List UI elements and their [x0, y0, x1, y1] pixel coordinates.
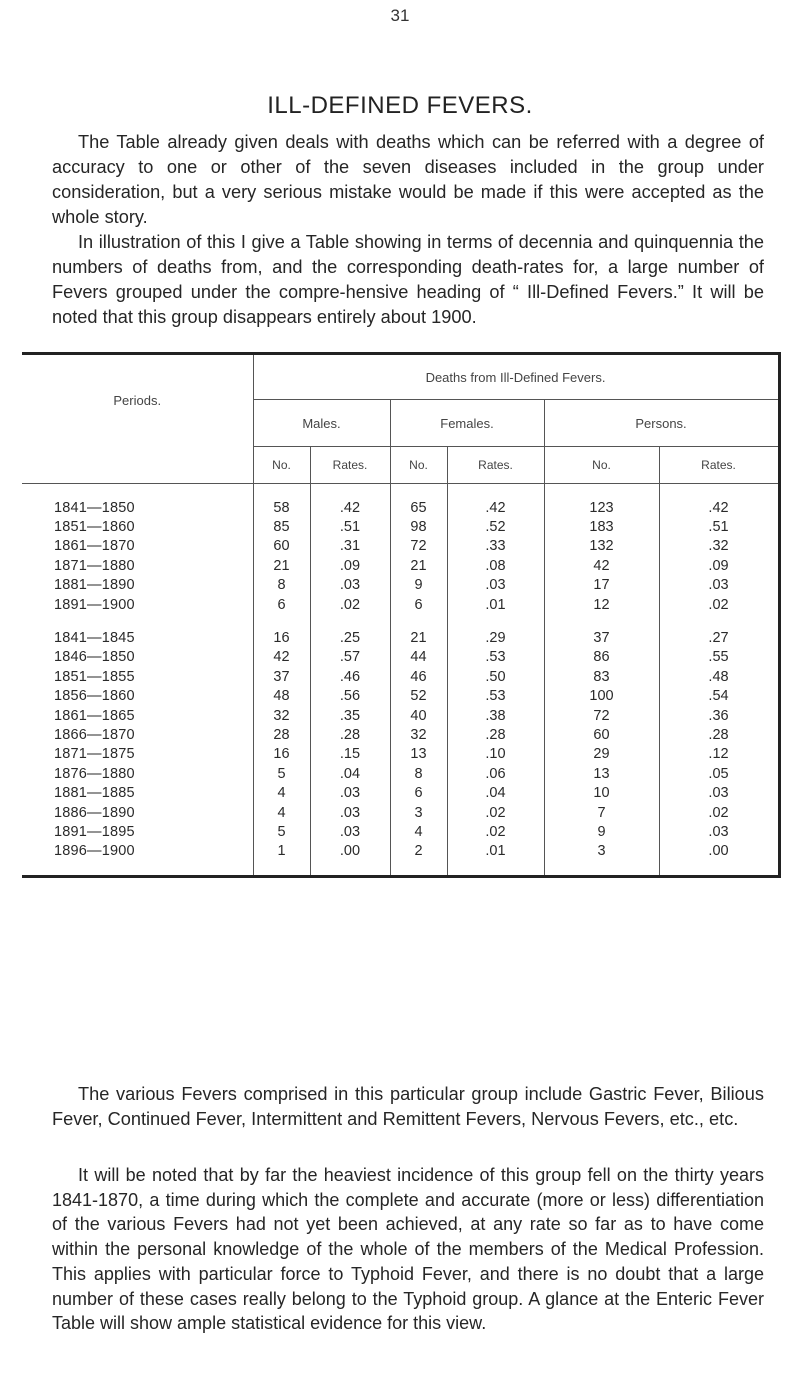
- table-cell: .10: [447, 745, 544, 764]
- table-cell: 4: [390, 822, 447, 841]
- table-row: [22, 517, 779, 536]
- table-cell: .25: [310, 628, 390, 647]
- males-group-header: Males.: [253, 400, 390, 447]
- table-cell: .03: [310, 822, 390, 841]
- table-spacer-top: [22, 484, 779, 499]
- periods-subheader-blank: [22, 447, 253, 484]
- periods-header: Periods.: [113, 393, 162, 409]
- table-cell: .03: [659, 576, 779, 595]
- table-cell: .29: [447, 628, 544, 647]
- period-cell: 1876—1880: [54, 765, 135, 782]
- table-cell: 13: [544, 764, 659, 783]
- table-cell: 13: [390, 745, 447, 764]
- period-cell: 1891—1895: [54, 823, 135, 840]
- table-cell: .48: [659, 667, 779, 686]
- table-row: [22, 687, 779, 706]
- table-row: [22, 842, 779, 861]
- table-cell: 37: [253, 667, 310, 686]
- table-cell: 4: [253, 783, 310, 802]
- table-cell: .12: [659, 745, 779, 764]
- table-title: Deaths from Ill-Defined Fevers.: [253, 354, 779, 400]
- table-cell: .27: [659, 628, 779, 647]
- table-cell: 1: [253, 842, 310, 861]
- period-cell: 1866—1870: [54, 726, 135, 743]
- table-cell: 4: [253, 803, 310, 822]
- table-spacer-middle: [22, 614, 779, 628]
- table-cell: .42: [659, 498, 779, 517]
- table-cell: 29: [544, 745, 659, 764]
- table-cell: .02: [447, 803, 544, 822]
- table-cell: .42: [310, 498, 390, 517]
- period-cell: 1846—1850: [54, 649, 135, 666]
- females-no-header: No.: [390, 447, 447, 484]
- table-cell: 42: [253, 648, 310, 667]
- table-cell: .03: [310, 783, 390, 802]
- table-cell: .09: [659, 556, 779, 575]
- table-cell: .51: [310, 517, 390, 536]
- period-cell: 1861—1865: [54, 707, 135, 724]
- table-cell: .04: [310, 764, 390, 783]
- period-cell: 1896—1900: [54, 843, 135, 860]
- persons-group-header: Persons.: [544, 400, 779, 447]
- males-no-header: No.: [253, 447, 310, 484]
- table-cell: 123: [544, 498, 659, 517]
- period-cell: 1851—1855: [54, 668, 135, 685]
- table-cell: 3: [390, 803, 447, 822]
- table-cell: 12: [544, 595, 659, 614]
- table-cell: 16: [253, 745, 310, 764]
- females-rates-header: Rates.: [447, 447, 544, 484]
- table-cell: 72: [390, 537, 447, 556]
- table-row: [22, 595, 779, 614]
- intro-paragraph-1: The Table already given deals with deaths which can be referred with a degree of accuracy to one or other of the seven diseases included in the group under consideration, but a very serious mistake would be made if this were accepted as the whole story.: [52, 132, 764, 227]
- table-cell: 183: [544, 517, 659, 536]
- table-cell: 32: [253, 706, 310, 725]
- table-cell: .31: [310, 537, 390, 556]
- table-cell: 3: [544, 842, 659, 861]
- closing-paragraph-1: The various Fevers comprised in this particular group include Gastric Fever, Bilious Fever, Continued Fever, Intermittent and Remittent Fevers, Nervous Fevers, etc., etc.: [52, 1084, 764, 1129]
- table-cell: .38: [447, 706, 544, 725]
- table-cell: 5: [253, 764, 310, 783]
- table-cell: .06: [447, 764, 544, 783]
- table-cell: .03: [659, 822, 779, 841]
- table-cell: 21: [253, 556, 310, 575]
- table-cell: .28: [659, 725, 779, 744]
- table-cell: .32: [659, 537, 779, 556]
- table-row: [22, 537, 779, 556]
- table-cell: 52: [390, 687, 447, 706]
- table-row: [22, 783, 779, 802]
- table-cell: .54: [659, 687, 779, 706]
- closing-paragraph-2: It will be noted that by far the heaviest incidence of this group fell on the thirty years 1841-1870, a time during which the complete and accurate (more or less) differentiation of the various Fevers had not yet been achieved, at any rate so far as to have come within the personal knowledge of the whole of the members of the Medical Profession. This applies with particular force to Typhoid Fever, and there is no doubt that a large number of these cases really belong to the Typhoid group. A glance at the Enteric Fever Table will show ample statistical evidence for this view.: [52, 1165, 764, 1334]
- table-row: [22, 556, 779, 575]
- period-cell: 1841—1845: [54, 630, 135, 647]
- table-cell: 9: [544, 822, 659, 841]
- table-cell: .50: [447, 667, 544, 686]
- table-cell: 48: [253, 687, 310, 706]
- table-cell: 16: [253, 628, 310, 647]
- table-cell: .00: [659, 842, 779, 861]
- table-cell: 58: [253, 498, 310, 517]
- table-cell: 60: [253, 537, 310, 556]
- table-cell: .52: [447, 517, 544, 536]
- table-cell: .53: [447, 648, 544, 667]
- table-cell: 10: [544, 783, 659, 802]
- table-cell: 5: [253, 822, 310, 841]
- table-cell: .56: [310, 687, 390, 706]
- table-row: [22, 803, 779, 822]
- table-row: [22, 745, 779, 764]
- table-cell: 7: [544, 803, 659, 822]
- persons-no-header: No.: [544, 447, 659, 484]
- table-cell: .02: [310, 595, 390, 614]
- table-row: [22, 764, 779, 783]
- table-cell: .28: [447, 725, 544, 744]
- table-cell: .03: [310, 576, 390, 595]
- table-cell: 83: [544, 667, 659, 686]
- table-cell: .36: [659, 706, 779, 725]
- table-row: [22, 648, 779, 667]
- table-cell: .28: [310, 725, 390, 744]
- table-cell: .46: [310, 667, 390, 686]
- table-cell: .05: [659, 764, 779, 783]
- table-cell: .53: [447, 687, 544, 706]
- period-cell: 1891—1900: [54, 596, 135, 613]
- table-cell: .02: [659, 595, 779, 614]
- table-spacer-bottom: [22, 861, 779, 877]
- table-cell: 32: [390, 725, 447, 744]
- page-number: 31: [390, 6, 410, 25]
- table-cell: .02: [447, 822, 544, 841]
- table-cell: 86: [544, 648, 659, 667]
- period-cell: 1851—1860: [54, 519, 135, 536]
- period-cell: 1881—1890: [54, 577, 135, 594]
- ill-defined-fevers-table: [22, 352, 781, 878]
- table-row: [22, 822, 779, 841]
- table-cell: .57: [310, 648, 390, 667]
- table-cell: 8: [253, 576, 310, 595]
- table-cell: .04: [447, 783, 544, 802]
- table-cell: 6: [390, 595, 447, 614]
- table-cell: .08: [447, 556, 544, 575]
- males-rates-header: Rates.: [310, 447, 390, 484]
- table-cell: 21: [390, 628, 447, 647]
- table-cell: 17: [544, 576, 659, 595]
- table-cell: 2: [390, 842, 447, 861]
- period-cell: 1861—1870: [54, 538, 135, 555]
- intro-paragraph-2: In illustration of this I give a Table showing in terms of decennia and quinquennia the numbers of deaths from, and the corresponding death-rates for, a large number of Fevers grouped under the compre-hensive heading of “ Ill-Defined Fevers.” It will be noted that this group disappears entirely about 1900.: [52, 232, 764, 327]
- table-row: [22, 706, 779, 725]
- table-row: [22, 667, 779, 686]
- period-cell: 1856—1860: [54, 688, 135, 705]
- table-cell: .35: [310, 706, 390, 725]
- table-cell: 72: [544, 706, 659, 725]
- table-cell: .02: [659, 803, 779, 822]
- table-row: [22, 576, 779, 595]
- table-cell: 28: [253, 725, 310, 744]
- table-cell: 100: [544, 687, 659, 706]
- table-cell: 132: [544, 537, 659, 556]
- table-cell: 46: [390, 667, 447, 686]
- females-group-header: Females.: [390, 400, 544, 447]
- table-cell: 85: [253, 517, 310, 536]
- table-cell: .00: [310, 842, 390, 861]
- table-cell: 8: [390, 764, 447, 783]
- period-cell: 1871—1875: [54, 746, 135, 763]
- table-cell: .55: [659, 648, 779, 667]
- table-cell: .03: [659, 783, 779, 802]
- table-cell: 37: [544, 628, 659, 647]
- table-cell: 44: [390, 648, 447, 667]
- table-cell: .15: [310, 745, 390, 764]
- table-cell: .01: [447, 595, 544, 614]
- period-cell: 1841—1850: [54, 499, 135, 516]
- table-cell: 21: [390, 556, 447, 575]
- period-cell: 1881—1885: [54, 785, 135, 802]
- table-cell: .33: [447, 537, 544, 556]
- table-cell: 9: [390, 576, 447, 595]
- table-row: [22, 498, 779, 517]
- table-cell: .42: [447, 498, 544, 517]
- table-cell: 42: [544, 556, 659, 575]
- table-cell: .51: [659, 517, 779, 536]
- persons-rates-header: Rates.: [659, 447, 779, 484]
- period-cell: 1871—1880: [54, 557, 135, 574]
- section-heading: ILL-DEFINED FEVERS.: [267, 92, 533, 119]
- table-cell: 98: [390, 517, 447, 536]
- table-cell: .01: [447, 842, 544, 861]
- table-cell: 65: [390, 498, 447, 517]
- table-cell: .09: [310, 556, 390, 575]
- table-row: [22, 725, 779, 744]
- table-cell: 40: [390, 706, 447, 725]
- table-row: [22, 628, 779, 647]
- table-cell: 60: [544, 725, 659, 744]
- table-cell: 6: [253, 595, 310, 614]
- table-cell: .03: [310, 803, 390, 822]
- period-cell: 1886—1890: [54, 804, 135, 821]
- table-cell: .03: [447, 576, 544, 595]
- table-cell: 6: [390, 783, 447, 802]
